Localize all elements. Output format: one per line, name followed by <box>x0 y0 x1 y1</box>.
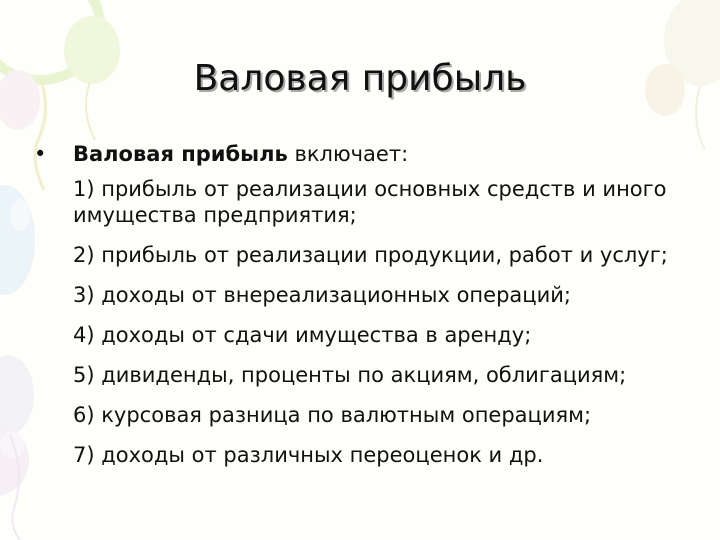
bullet-line <box>34 141 684 168</box>
list-item: 7) доходы от различных переоценок и др. <box>73 443 544 467</box>
bullet-intro <box>34 141 684 168</box>
bullet-normal-text: включает: <box>287 142 409 166</box>
list-item: 1) прибыль от реализации основных средств и иного имущества предприятия; <box>73 177 667 227</box>
list-item: 3) доходы от внереализационных операций; <box>73 283 571 307</box>
slide-title: Валовая прибыль <box>193 58 527 99</box>
income-items-list <box>73 176 673 482</box>
list-item: 4) доходы от сдачи имущества в аренду; <box>73 323 532 347</box>
bullet-bold-text: Валовая прибыль <box>73 142 288 166</box>
list-item: 6) курсовая разница по валютным операциям; <box>73 403 592 427</box>
list-item: 2) прибыль от реализации продукции, работ и услуг; <box>73 243 668 267</box>
list-item: 5) дивиденды, проценты по акциям, облигациям; <box>73 363 627 387</box>
bullet-marker: • <box>34 142 47 166</box>
